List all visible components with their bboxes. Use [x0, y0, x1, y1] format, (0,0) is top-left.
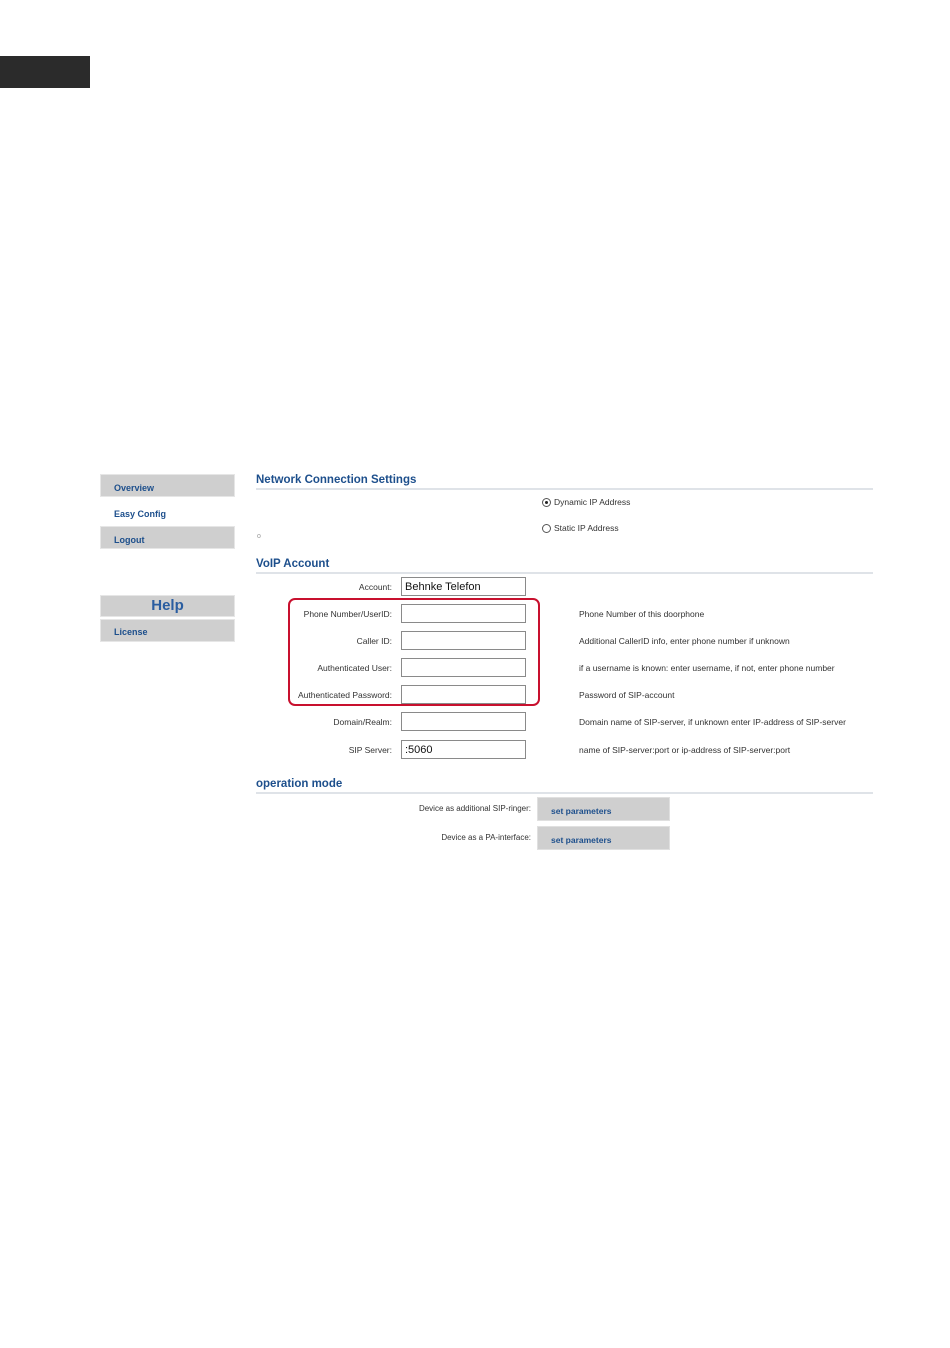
sip-ringer-label: Device as additional SIP-ringer:	[418, 804, 531, 813]
caller-id-label: Caller ID:	[356, 636, 392, 646]
small-mark: o	[257, 533, 261, 540]
operation-section-title: operation mode	[256, 778, 873, 794]
sidebar-item-overview[interactable]: Overview	[100, 474, 235, 497]
sip-server-help: name of SIP-server:port or ip-address of SIP-server:port	[579, 745, 791, 755]
domain-realm-input[interactable]	[401, 712, 526, 731]
sidebar-item-logout[interactable]: Logout	[100, 526, 235, 549]
dynamic-ip-radio[interactable]	[542, 498, 551, 507]
auth-user-label: Authenticated User:	[317, 663, 392, 673]
phone-number-help: Phone Number of this doorphone	[579, 609, 705, 619]
domain-realm-help: Domain name of SIP-server, if unknown enter IP-address of SIP-server	[579, 717, 846, 727]
sidebar-item-license[interactable]: License	[100, 619, 235, 642]
sip-server-label: SIP Server:	[348, 745, 392, 755]
dynamic-ip-option[interactable]	[542, 497, 630, 507]
account-input[interactable]	[401, 577, 526, 596]
domain-realm-label: Domain/Realm:	[333, 717, 392, 727]
sidebar-item-easy-config[interactable]: Easy Config	[100, 500, 235, 523]
auth-password-help: Password of SIP-account	[579, 690, 675, 700]
sip-ringer-set-parameters-button[interactable]: set parameters	[537, 797, 670, 821]
auth-user-help: if a username is known: enter username, if not, enter phone number	[579, 663, 835, 673]
pa-interface-set-parameters-button[interactable]: set parameters	[537, 826, 670, 850]
help-title: Help	[100, 595, 235, 617]
static-ip-label: Static IP Address	[554, 523, 619, 533]
caller-id-help: Additional CallerID info, enter phone number if unknown	[579, 636, 790, 646]
network-section-title: Network Connection Settings	[256, 474, 873, 490]
phone-number-label: Phone Number/UserID:	[303, 609, 392, 619]
sip-server-input[interactable]	[401, 740, 526, 759]
corner-tab	[0, 56, 90, 88]
pa-interface-label: Device as a PA-interface:	[441, 833, 531, 842]
account-label: Account:	[358, 582, 392, 592]
voip-section-title: VoIP Account	[256, 558, 873, 574]
dynamic-ip-label: Dynamic IP Address	[554, 497, 631, 507]
auth-password-label: Authenticated Password:	[297, 690, 392, 700]
static-ip-radio[interactable]	[542, 524, 551, 533]
highlight-box	[288, 598, 540, 706]
static-ip-option[interactable]	[542, 523, 619, 533]
sidebar	[100, 474, 235, 642]
help-panel	[100, 595, 235, 642]
